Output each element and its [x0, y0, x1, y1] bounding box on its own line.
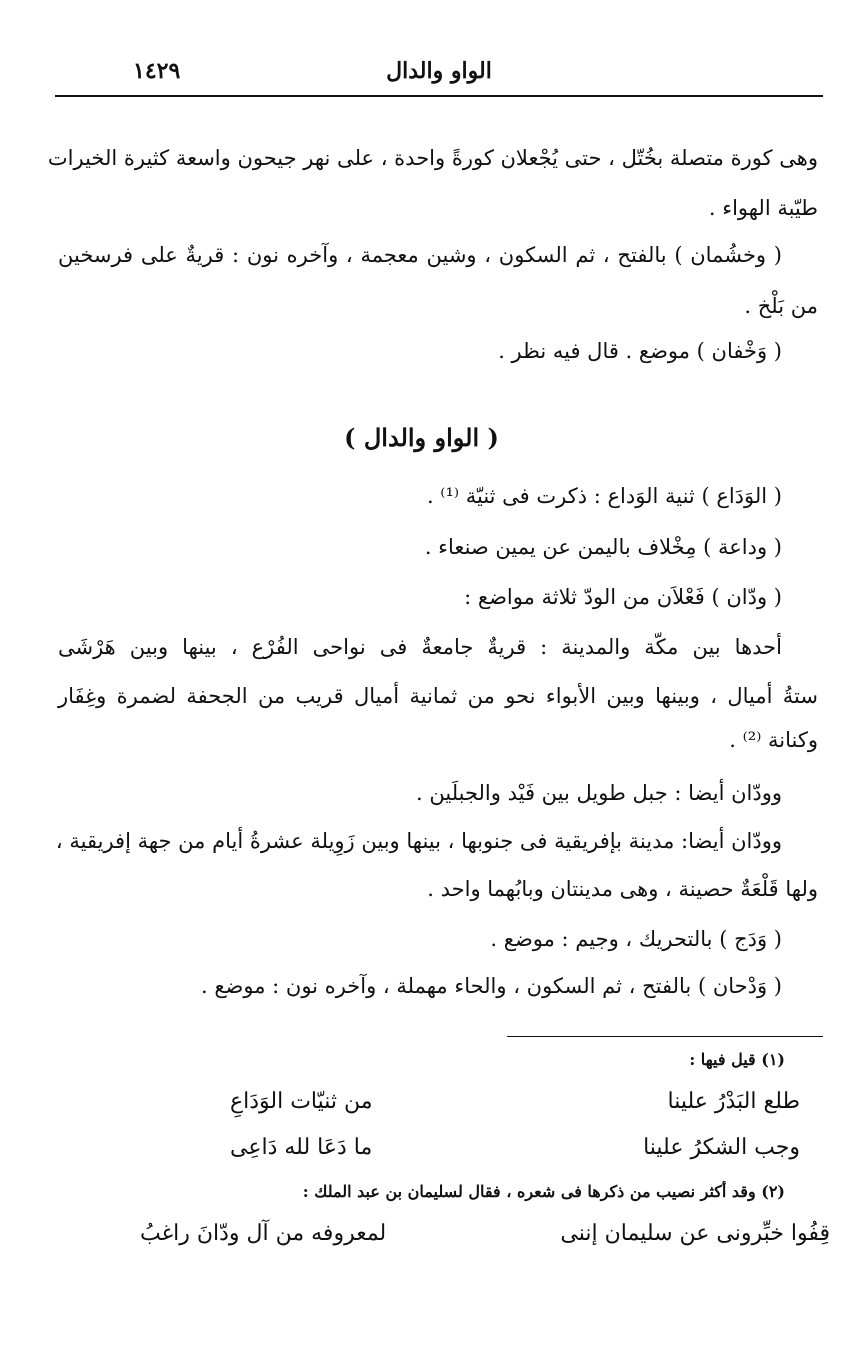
paragraph-line: وهى كورة متصلة بخُتّل ، حتى يُجْعلان كورةً واحدة ، على نهر جيحون واسعة كثيرة الخيرات [47, 146, 818, 170]
entry-line: أحدها بين مكّة والمدينة : قريةٌ جامعةٌ فى نواحى الفُرْع ، بينها وبين هَرْشَى [58, 635, 782, 659]
entry-line: ( وَدْحان ) بالفتح ، ثم السكون ، والحاء مهملة ، وآخره نون : موضع . [201, 974, 782, 998]
footnote-1-intro: (١) قيل فيها : [689, 1050, 785, 1069]
paragraph-line: طيّبة الهواء . [708, 196, 818, 220]
entry-line: ( وداعة ) مِخْلاف باليمن عن يمين صنعاء . [424, 535, 782, 559]
entry-line: ( وخشُمان ) بالفتح ، ثم السكون ، وشين معجمة ، وآخره نون : قريةٌ على فرسخين [58, 243, 782, 267]
verse-hemistich: وجب الشكرُ علينا [643, 1135, 800, 1160]
entry-line: ( وَدَج ) بالتحريك ، وجيم : موضع . [490, 927, 782, 951]
entry-line: وكنانة ⁽²⁾ . [729, 728, 818, 752]
running-header [55, 52, 823, 92]
page-number: ١٤٢٩ [133, 58, 181, 84]
entry-line: ( الوَدَاع ) ثنية الوَداع : ذكرت فى ثنيّة ⁽¹⁾ . [426, 484, 782, 508]
header-title: الواو والدال [386, 58, 492, 84]
verse-hemistich: قِفُوا خبِّرونى عن سليمان إننى [560, 1221, 830, 1246]
verse-hemistich: لمعروفه من آل ودّانَ راغبُ [140, 1221, 387, 1246]
verse-hemistich: من ثنيّات الوَدَاعِ [230, 1089, 373, 1114]
entry-line: ( ودّان ) فَعْلاَن من الودّ ثلاثة مواضع : [464, 585, 782, 609]
entry-line: ولها قَلْعَةٌ حصينة ، وهى مدينتان وبابُهما واحد . [427, 877, 818, 901]
entry-line: ستةُ أميال ، وبينها وبين الأبواء نحو من ثمانية أميال قريب من الجحفة لضمرة وغِفَار [58, 684, 818, 708]
footnote-verse [140, 1214, 830, 1254]
entry-line: وودّان أيضا : جبل طويل بين فَيْد والجبلَين . [416, 781, 782, 805]
footnote-verse [230, 1128, 800, 1168]
entry-line: وودّان أيضا: مدينة بإفريقية فى جنوبها ، بينها وبين زَوِيلة عشرةُ أيام من جهة إفريقية ، [55, 829, 782, 853]
verse-hemistich: ما دَعَا لله دَاعِى [230, 1135, 373, 1160]
entry-line: ( وَخْفان ) موضع . قال فيه نظر . [498, 339, 782, 363]
footnote-rule [507, 1036, 823, 1037]
verse-hemistich: طلع البَدْرُ علينا [667, 1089, 800, 1114]
footnote-2-intro: (٢) وقد أكثر نصيب من ذكرها فى شعره ، فقال لسليمان بن عبد الملك : [302, 1182, 785, 1201]
section-title: ( الواو والدال ) [344, 423, 499, 452]
footnote-verse [230, 1082, 800, 1122]
header-rule [55, 95, 823, 97]
entry-line: من بَلْخ . [744, 294, 818, 318]
